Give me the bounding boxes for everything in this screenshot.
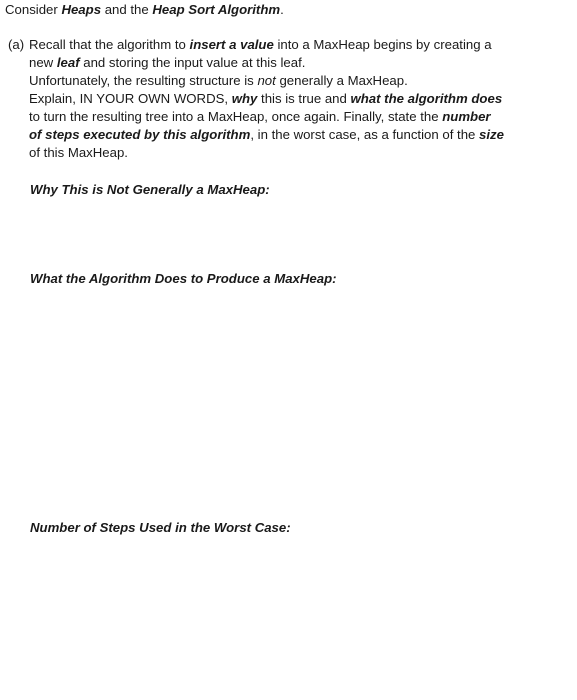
emphasis: why [231,91,258,106]
text: and storing the input value at this leaf. [79,55,306,70]
part-a-line [29,72,549,90]
text: new [29,55,57,70]
text: this is true and [257,91,351,106]
part-a-line [29,90,549,108]
what-heading: What the Algorithm Does to Produce a MaxHeap: [30,271,337,286]
emphasis: of steps executed by this algorithm [29,127,251,142]
what-answer-area[interactable] [30,294,550,514]
intro-text: . [280,2,284,17]
text: , in the worst case, as a function of the [250,127,480,142]
text: of this MaxHeap. [29,145,128,160]
steps-heading: Number of Steps Used in the Worst Case: [30,520,291,535]
text: Explain, IN YOUR OWN WORDS, [29,91,232,106]
question-intro [5,1,284,19]
emphasis: what the algorithm does [350,91,503,106]
part-a-line [29,108,549,126]
text: Unfortunately, the resulting structure is [29,73,258,88]
part-a-line [29,54,549,72]
why-answer-area[interactable] [30,205,550,265]
emphasis: leaf [56,55,80,70]
emphasis: size [479,127,504,142]
intro-heap-sort: Heap Sort Algorithm [152,2,281,17]
part-a-line [29,36,549,54]
why-heading: Why This is Not Generally a MaxHeap: [30,182,270,197]
emphasis: not [257,73,276,88]
text: into a MaxHeap begins by creating a [273,37,492,52]
part-a-line [29,144,549,162]
text: generally a MaxHeap. [275,73,408,88]
emphasis: number [442,109,491,124]
intro-text: and the [101,2,153,17]
intro-text: Consider [5,2,62,17]
text: Recall that the algorithm to [29,37,190,52]
part-a-body [29,36,549,162]
intro-heaps: Heaps [61,2,102,17]
part-a-line [29,126,549,144]
part-a-label: (a) [8,37,25,52]
text: to turn the resulting tree into a MaxHeap, once again. Finally, state the [29,109,443,124]
emphasis: insert a value [189,37,274,52]
steps-answer-area[interactable] [30,543,550,693]
